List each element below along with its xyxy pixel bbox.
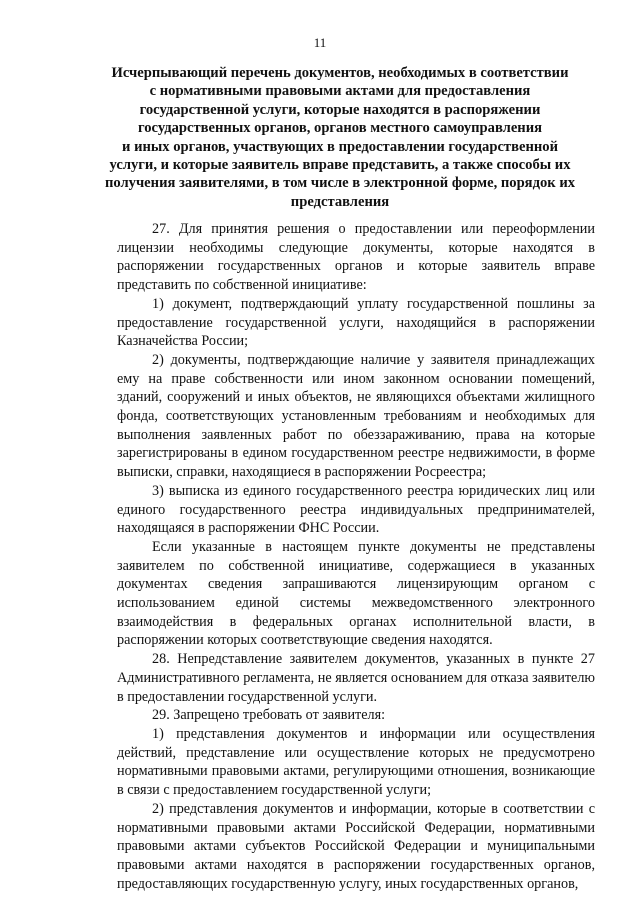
section-title bbox=[60, 64, 620, 211]
paragraph-item-29: 29. Запрещено требовать от заявителя: bbox=[152, 707, 386, 724]
paragraph-subitem-1: 1) документ, подтверждающий уплату государственной пошлины за предоставление государственной услуги, находящийся в распоряжении Казначейства России; bbox=[117, 295, 595, 350]
paragraph-prohibition-2: 2) представления документов и информации, которые в соответствии с нормативными правовыми актами Российской Федерации, нормативными правовыми актами субъектов Российской Федерации и муниципальными правовыми актами находятся в распоряжении государственных органов, предоставляющих государственную услугу, иных государственных органов, bbox=[117, 800, 595, 892]
title-line: государственных органов, органов местного самоуправления bbox=[137, 120, 543, 137]
paragraph-subitem-3: 3) выписка из единого государственного реестра юридических лиц или единого государственного реестра индивидуальных предпринимателей, находящаяся в распоряжении ФНС России. bbox=[117, 482, 595, 537]
title-line: услуги, и которые заявитель вправе представить, а также способы их bbox=[109, 157, 571, 174]
title-line: государственной услуги, которые находятся в распоряжении bbox=[139, 101, 541, 118]
title-line: представления bbox=[290, 193, 390, 210]
paragraph-item-27: 27. Для принятия решения о предоставлении или переоформлении лицензии необходимы следующие документы, которые находятся в распоряжении государственных органов и которые заявитель вправе представить по собственной инициативе: bbox=[117, 221, 595, 294]
paragraph-subitem-2: 2) документы, подтверждающие наличие у заявителя принадлежащих ему на праве собственности или ином законном основании помещений, зданий, сооружений и иных объектов, не являющихся объектами жилищного фонда, соответствующих установленным требованиям и необходимых для выполнения заявленных работ по обеззараживанию, права на которые зарегистрированы в едином государственном реестре недвижимости, в форме выписки, справки, находящиеся в распоряжении Росреестра; bbox=[117, 351, 595, 481]
paragraph-item-28: 28. Непредставление заявителем документов, указанных в пункте 27 Административного регламента, не является основанием для отказа заявителю в предоставлении государственной услуги. bbox=[117, 651, 595, 705]
title-line: и иных органов, участвующих в предоставлении государственной bbox=[122, 138, 558, 155]
page-number: 11 bbox=[313, 35, 327, 50]
title-line: с нормативными правовыми актами для предоставления bbox=[149, 83, 531, 100]
paragraph-interagency-request: Если указанные в настоящем пункте документы не представлены заявителем по собственной инициативе, содержащиеся в указанных документах сведения запрашиваются лицензирующим органом с использованием единой системы межведомственного электронного взаимодействия в федеральных органах исполнительной власти, в распоряжении которых соответствующие сведения находятся. bbox=[117, 538, 595, 649]
title-line: Исчерпывающий перечень документов, необходимых в соответствии bbox=[111, 65, 569, 81]
title-line: получения заявителями, в том числе в электронной форме, порядок их bbox=[104, 175, 576, 192]
paragraph-prohibition-1: 1) представления документов и информации или осуществления действий, представление или осуществление которых не предусмотрено нормативными правовыми актами, регулирующими отношения, возникающие в связи с предоставлением государственной услуги; bbox=[117, 725, 595, 799]
body-text bbox=[117, 220, 595, 893]
